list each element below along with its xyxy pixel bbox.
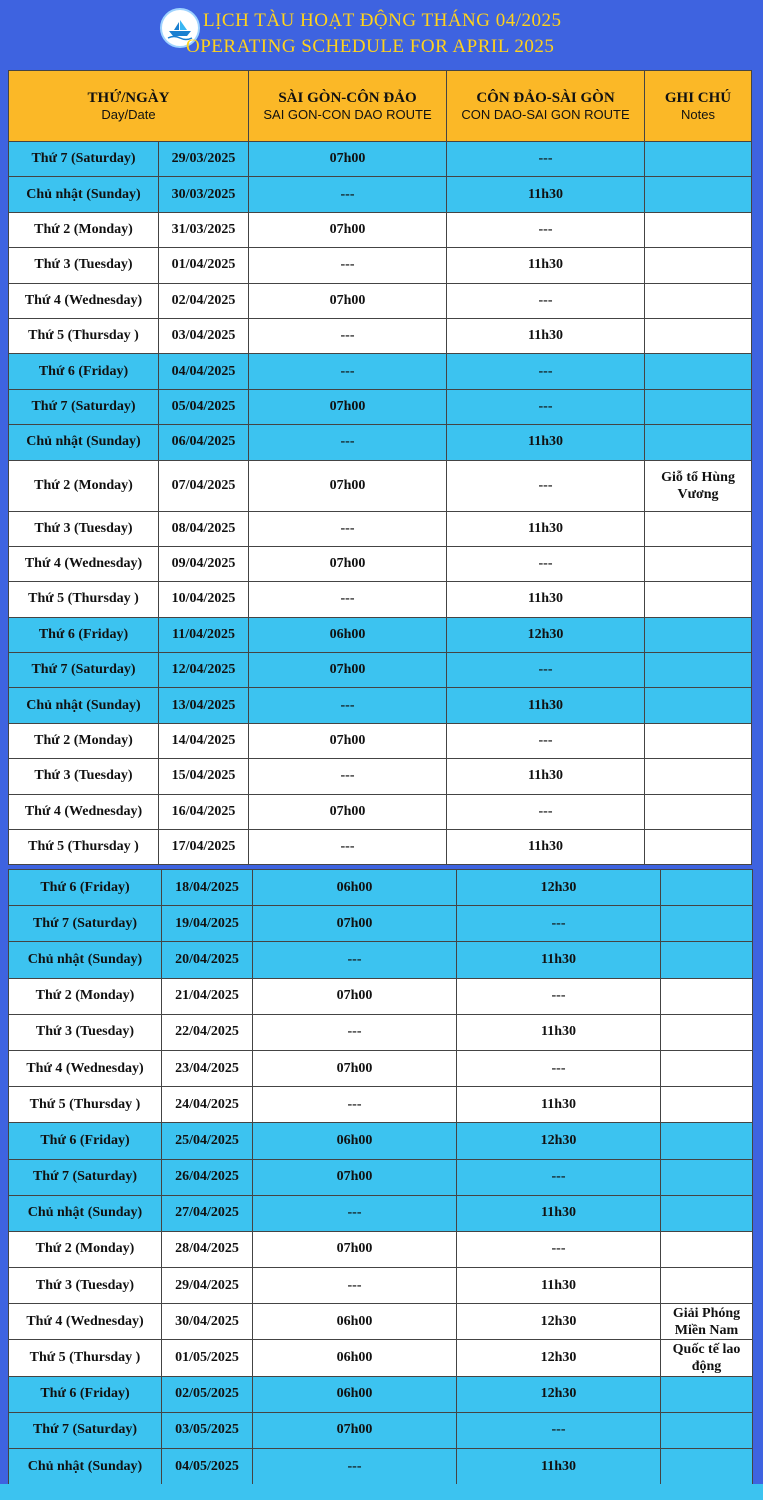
cell-cdsg-time: 11h30 [447, 582, 645, 617]
table-row [9, 460, 752, 511]
cell-note [661, 1014, 753, 1050]
cell-note [645, 283, 752, 318]
header-route-cdsg: CÔN ĐẢO-SÀI GÒN CON DAO-SAI GON ROUTE [447, 71, 645, 142]
cell-sgcd-time: 07h00 [253, 906, 457, 942]
cell-cdsg-time: --- [447, 142, 645, 177]
cell-date: 24/04/2025 [162, 1087, 253, 1123]
cell-day: Thứ 2 (Monday) [9, 978, 162, 1014]
cell-sgcd-time: --- [253, 942, 457, 978]
table-row [9, 1376, 753, 1412]
cell-note [661, 1376, 753, 1412]
cell-sgcd-time: --- [249, 425, 447, 460]
table-row [9, 582, 752, 617]
cell-sgcd-time: 06h00 [253, 1304, 457, 1340]
table-row [9, 830, 752, 865]
cell-sgcd-time: 06h00 [249, 617, 447, 652]
cell-sgcd-time: --- [249, 318, 447, 353]
table-row [9, 688, 752, 723]
cell-sgcd-time: --- [253, 1449, 457, 1485]
cell-day: Thứ 2 (Monday) [9, 723, 159, 758]
cell-date: 02/04/2025 [159, 283, 249, 318]
table-row [9, 248, 752, 283]
cell-sgcd-time: 06h00 [253, 1123, 457, 1159]
cell-date: 01/04/2025 [159, 248, 249, 283]
cell-sgcd-time: 07h00 [249, 653, 447, 688]
cell-day: Thứ 2 (Monday) [9, 460, 159, 511]
cell-sgcd-time: 06h00 [253, 1376, 457, 1412]
cell-note [661, 1087, 753, 1123]
cell-cdsg-time: 11h30 [457, 1449, 661, 1485]
table-row [9, 389, 752, 424]
cell-note [661, 1123, 753, 1159]
page-header [0, 0, 763, 70]
cell-day: Thứ 7 (Saturday) [9, 1159, 162, 1195]
cell-date: 13/04/2025 [159, 688, 249, 723]
cell-sgcd-time: 07h00 [249, 389, 447, 424]
table-row [9, 1087, 753, 1123]
cell-cdsg-time: 11h30 [447, 318, 645, 353]
table-row [9, 546, 752, 581]
table-row [9, 978, 753, 1014]
table-row [9, 1412, 753, 1448]
table-row [9, 1123, 753, 1159]
schedule-table [8, 70, 752, 865]
cell-cdsg-time: 11h30 [447, 759, 645, 794]
cell-date: 01/05/2025 [162, 1340, 253, 1376]
cell-sgcd-time: --- [249, 830, 447, 865]
cell-date: 08/04/2025 [159, 511, 249, 546]
cell-day: Thứ 4 (Wednesday) [9, 1304, 162, 1340]
cell-day: Chủ nhật (Sunday) [9, 1195, 162, 1231]
cell-sgcd-time: 07h00 [249, 794, 447, 829]
cell-cdsg-time: --- [447, 283, 645, 318]
cell-note [645, 354, 752, 389]
cell-note [661, 978, 753, 1014]
cell-day: Thứ 6 (Friday) [9, 870, 162, 906]
cell-date: 14/04/2025 [159, 723, 249, 758]
cell-day: Thứ 6 (Friday) [9, 1376, 162, 1412]
cell-date: 16/04/2025 [159, 794, 249, 829]
cell-date: 29/04/2025 [162, 1268, 253, 1304]
cell-day: Thứ 3 (Tuesday) [9, 1268, 162, 1304]
table-row [9, 1268, 753, 1304]
header-day-date: THỨ/NGÀY Day/Date [9, 71, 249, 142]
schedule-body-bottom [9, 870, 753, 1485]
cell-cdsg-time: --- [447, 389, 645, 424]
table-row [9, 1304, 753, 1340]
cell-sgcd-time: --- [253, 1014, 457, 1050]
cell-cdsg-time: 12h30 [457, 1304, 661, 1340]
cell-date: 25/04/2025 [162, 1123, 253, 1159]
cell-day: Thứ 5 (Thursday ) [9, 1087, 162, 1123]
cell-sgcd-time: --- [253, 1087, 457, 1123]
cell-day: Thứ 2 (Monday) [9, 1231, 162, 1267]
cell-note [645, 830, 752, 865]
table-row [9, 942, 753, 978]
cell-sgcd-time: 07h00 [253, 1050, 457, 1086]
cell-day: Thứ 4 (Wednesday) [9, 1050, 162, 1086]
cell-cdsg-time: --- [447, 653, 645, 688]
cell-sgcd-time: 07h00 [249, 460, 447, 511]
cell-note [661, 1268, 753, 1304]
cell-date: 03/04/2025 [159, 318, 249, 353]
cell-cdsg-time: 11h30 [457, 1195, 661, 1231]
cell-sgcd-time: 07h00 [249, 212, 447, 247]
cell-day: Chủ nhật (Sunday) [9, 1449, 162, 1485]
cell-cdsg-time: --- [457, 906, 661, 942]
cell-cdsg-time: 11h30 [457, 1014, 661, 1050]
table-row [9, 318, 752, 353]
cell-sgcd-time: --- [253, 1195, 457, 1231]
cell-day: Thứ 6 (Friday) [9, 617, 159, 652]
cell-note [645, 794, 752, 829]
cell-sgcd-time: --- [249, 248, 447, 283]
cell-note [661, 1195, 753, 1231]
table-row [9, 617, 752, 652]
cell-sgcd-time: 07h00 [249, 142, 447, 177]
table-row [9, 1340, 753, 1376]
cell-cdsg-time: --- [457, 1231, 661, 1267]
table-row [9, 653, 752, 688]
cell-day: Thứ 5 (Thursday ) [9, 318, 159, 353]
cell-note [645, 723, 752, 758]
cell-date: 09/04/2025 [159, 546, 249, 581]
cell-day: Thứ 3 (Tuesday) [9, 1014, 162, 1050]
cell-cdsg-time: --- [457, 1159, 661, 1195]
cell-day: Thứ 2 (Monday) [9, 212, 159, 247]
cell-note [661, 1231, 753, 1267]
cell-cdsg-time: 11h30 [447, 511, 645, 546]
cell-date: 30/03/2025 [159, 177, 249, 212]
cell-note [661, 1159, 753, 1195]
table-row [9, 723, 752, 758]
cell-note [661, 870, 753, 906]
cell-note: Quốc tế lao động [661, 1340, 753, 1376]
cell-day: Thứ 7 (Saturday) [9, 142, 159, 177]
cell-cdsg-time: 11h30 [447, 830, 645, 865]
header-notes: GHI CHÚ Notes [645, 71, 752, 142]
cell-day: Thứ 5 (Thursday ) [9, 830, 159, 865]
cell-cdsg-time: 11h30 [447, 248, 645, 283]
cell-sgcd-time: --- [253, 1268, 457, 1304]
table-row [9, 1449, 753, 1485]
cell-date: 12/04/2025 [159, 653, 249, 688]
cell-cdsg-time: 12h30 [457, 1123, 661, 1159]
table-row [9, 511, 752, 546]
table-row [9, 142, 752, 177]
cell-note [645, 546, 752, 581]
cell-cdsg-time: --- [447, 354, 645, 389]
cell-note [661, 1050, 753, 1086]
header-route-sgcd: SÀI GÒN-CÔN ĐẢO SAI GON-CON DAO ROUTE [249, 71, 447, 142]
cell-date: 04/05/2025 [162, 1449, 253, 1485]
cell-date: 15/04/2025 [159, 759, 249, 794]
cell-cdsg-time: --- [457, 1412, 661, 1448]
cell-date: 22/04/2025 [162, 1014, 253, 1050]
table-row [9, 906, 753, 942]
table-row [9, 870, 753, 906]
cell-cdsg-time: 12h30 [457, 870, 661, 906]
cell-date: 03/05/2025 [162, 1412, 253, 1448]
cell-note [661, 906, 753, 942]
cell-date: 26/04/2025 [162, 1159, 253, 1195]
cell-date: 07/04/2025 [159, 460, 249, 511]
cell-cdsg-time: 12h30 [457, 1340, 661, 1376]
schedule-body-top [9, 142, 752, 865]
cell-note: Giỗ tổ Hùng Vương [645, 460, 752, 511]
cell-note [645, 653, 752, 688]
cell-sgcd-time: --- [249, 354, 447, 389]
cell-note [645, 617, 752, 652]
cell-day: Thứ 6 (Friday) [9, 1123, 162, 1159]
cell-sgcd-time: --- [249, 511, 447, 546]
cell-date: 29/03/2025 [159, 142, 249, 177]
cell-day: Chủ nhật (Sunday) [9, 688, 159, 723]
cell-date: 18/04/2025 [162, 870, 253, 906]
schedule-table-continued [8, 869, 753, 1485]
cell-sgcd-time: 06h00 [253, 870, 457, 906]
table-row [9, 1159, 753, 1195]
table-row [9, 1014, 753, 1050]
cell-date: 21/04/2025 [162, 978, 253, 1014]
page-title: LỊCH TÀU HOẠT ĐỘNG THÁNG 04/2025 [203, 10, 562, 31]
cell-day: Thứ 5 (Thursday ) [9, 582, 159, 617]
cell-sgcd-time: 07h00 [253, 978, 457, 1014]
cell-note [645, 759, 752, 794]
cell-cdsg-time: 12h30 [457, 1376, 661, 1412]
cell-day: Thứ 7 (Saturday) [9, 1412, 162, 1448]
cell-date: 31/03/2025 [159, 212, 249, 247]
cell-note [645, 248, 752, 283]
cell-note [645, 582, 752, 617]
cell-cdsg-time: 12h30 [447, 617, 645, 652]
cell-date: 06/04/2025 [159, 425, 249, 460]
cell-sgcd-time: --- [249, 759, 447, 794]
cell-sgcd-time: 07h00 [253, 1159, 457, 1195]
page-subtitle: OPERATING SCHEDULE FOR APRIL 2025 [186, 36, 555, 57]
cell-sgcd-time: 06h00 [253, 1340, 457, 1376]
cell-note [645, 389, 752, 424]
cell-note: Giải Phóng Miền Nam [661, 1304, 753, 1340]
cell-date: 17/04/2025 [159, 830, 249, 865]
cell-cdsg-time: --- [457, 1050, 661, 1086]
cell-note [661, 1412, 753, 1448]
table-row [9, 283, 752, 318]
cell-date: 11/04/2025 [159, 617, 249, 652]
cropped-row-strip [0, 1484, 763, 1500]
cell-note [645, 212, 752, 247]
table-row [9, 212, 752, 247]
cell-day: Thứ 3 (Tuesday) [9, 759, 159, 794]
cell-day: Thứ 3 (Tuesday) [9, 248, 159, 283]
cell-cdsg-time: 11h30 [447, 688, 645, 723]
cell-day: Chủ nhật (Sunday) [9, 942, 162, 978]
cell-day: Thứ 4 (Wednesday) [9, 794, 159, 829]
cell-sgcd-time: 07h00 [253, 1412, 457, 1448]
cell-cdsg-time: --- [447, 546, 645, 581]
cell-date: 20/04/2025 [162, 942, 253, 978]
cell-note [645, 318, 752, 353]
cell-note [661, 942, 753, 978]
cell-sgcd-time: --- [249, 582, 447, 617]
table-row [9, 1050, 753, 1086]
cell-day: Thứ 7 (Saturday) [9, 906, 162, 942]
cell-note [645, 425, 752, 460]
table-row [9, 794, 752, 829]
cell-note [645, 511, 752, 546]
cell-day: Chủ nhật (Sunday) [9, 177, 159, 212]
cell-note [645, 177, 752, 212]
table-row [9, 759, 752, 794]
cell-date: 19/04/2025 [162, 906, 253, 942]
cell-cdsg-time: 11h30 [447, 425, 645, 460]
cell-day: Chủ nhật (Sunday) [9, 425, 159, 460]
cell-note [661, 1449, 753, 1485]
cell-day: Thứ 7 (Saturday) [9, 389, 159, 424]
table-row [9, 425, 752, 460]
cell-cdsg-time: 11h30 [457, 1268, 661, 1304]
cell-note [645, 142, 752, 177]
cell-date: 10/04/2025 [159, 582, 249, 617]
table-row [9, 354, 752, 389]
cell-day: Thứ 4 (Wednesday) [9, 546, 159, 581]
cell-cdsg-time: --- [447, 212, 645, 247]
cell-date: 23/04/2025 [162, 1050, 253, 1086]
cell-cdsg-time: --- [457, 978, 661, 1014]
cell-cdsg-time: 11h30 [457, 1087, 661, 1123]
cell-date: 28/04/2025 [162, 1231, 253, 1267]
cell-cdsg-time: --- [447, 794, 645, 829]
cell-date: 02/05/2025 [162, 1376, 253, 1412]
cell-sgcd-time: --- [249, 177, 447, 212]
cell-date: 27/04/2025 [162, 1195, 253, 1231]
cell-sgcd-time: 07h00 [249, 546, 447, 581]
cell-day: Thứ 3 (Tuesday) [9, 511, 159, 546]
cell-date: 05/04/2025 [159, 389, 249, 424]
cell-date: 04/04/2025 [159, 354, 249, 389]
cell-sgcd-time: 07h00 [249, 283, 447, 318]
cell-sgcd-time: --- [249, 688, 447, 723]
table-row [9, 1195, 753, 1231]
cell-cdsg-time: 11h30 [447, 177, 645, 212]
cell-sgcd-time: 07h00 [249, 723, 447, 758]
cell-day: Thứ 7 (Saturday) [9, 653, 159, 688]
table-row [9, 1231, 753, 1267]
cell-cdsg-time: --- [447, 723, 645, 758]
cell-day: Thứ 4 (Wednesday) [9, 283, 159, 318]
cell-cdsg-time: --- [447, 460, 645, 511]
cell-sgcd-time: 07h00 [253, 1231, 457, 1267]
cell-day: Thứ 6 (Friday) [9, 354, 159, 389]
cell-note [645, 688, 752, 723]
cell-date: 30/04/2025 [162, 1304, 253, 1340]
table-row [9, 177, 752, 212]
cell-day: Thứ 5 (Thursday ) [9, 1340, 162, 1376]
cell-cdsg-time: 11h30 [457, 942, 661, 978]
